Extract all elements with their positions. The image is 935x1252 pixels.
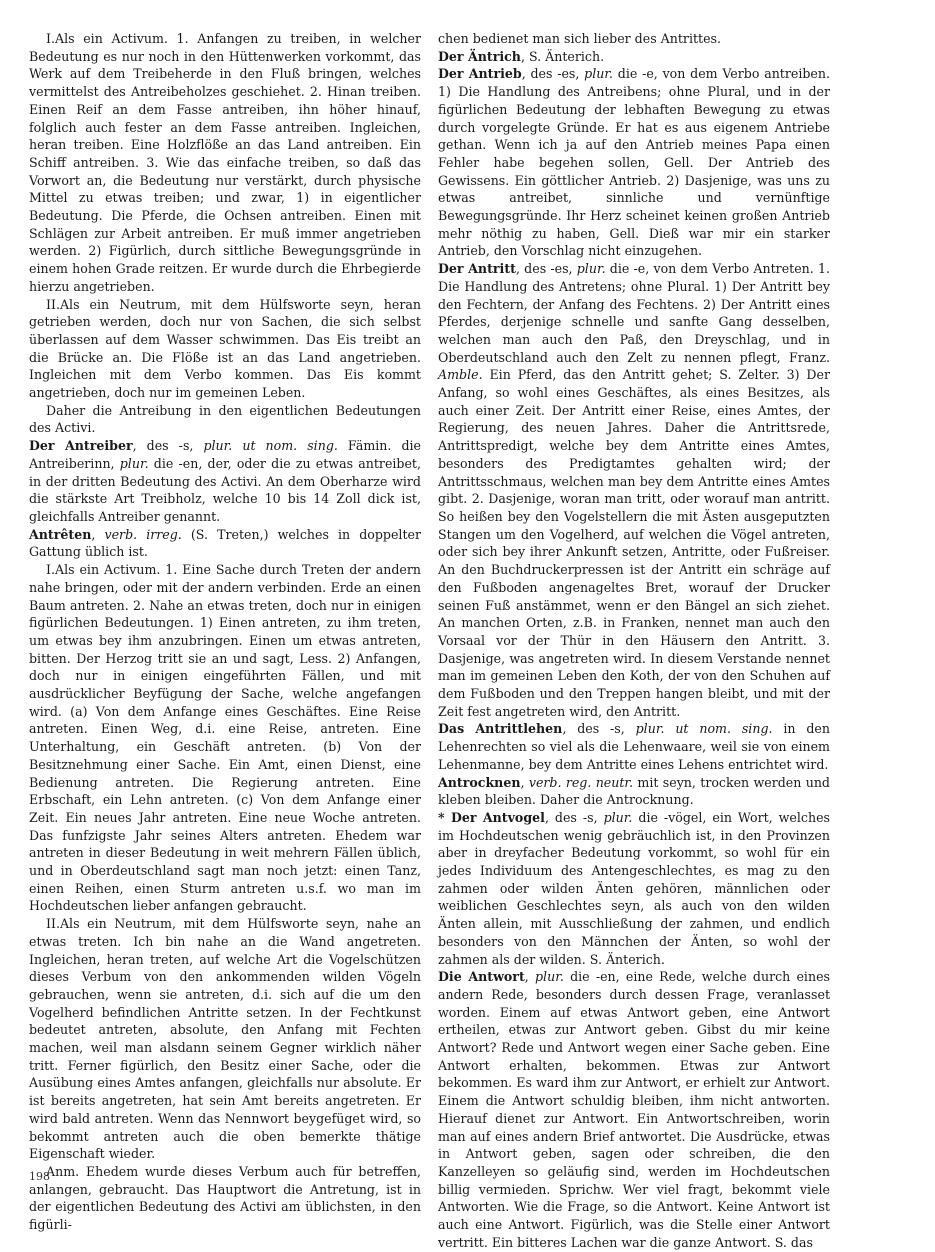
paragraph bbox=[29, 915, 421, 1163]
headword: * Der Antvogel bbox=[438, 809, 545, 825]
headword: Die Antwort bbox=[438, 969, 525, 985]
headword: Der Antritt bbox=[438, 261, 516, 277]
entry-text: , bbox=[524, 969, 535, 985]
grammar-note: plur. bbox=[576, 261, 606, 277]
dictionary-entry bbox=[438, 809, 830, 968]
grammar-note: plur. ut nom. sing. bbox=[635, 721, 773, 737]
headword: Antrêten bbox=[29, 526, 92, 542]
dictionary-entry bbox=[29, 437, 421, 526]
entry-text: , S. Änterich. bbox=[520, 48, 605, 64]
paragraph bbox=[29, 30, 421, 296]
entry-text: Anm. Ehedem wurde dieses Verbum auch für betreffen, anlangen, gebraucht. Das Hauptwort die Antretung, ist in der eigentlichen Bedeutung des Activi am üblichsten, in den figürli- bbox=[29, 1164, 421, 1233]
entry-text: II.Als ein Neutrum, mit dem Hülfsworte seyn, nahe an etwas treten. Ich bin nahe an die Wand angetreten. Ingleichen, heran treten, auf welche Art die Vogelschützen dieses Verbum von den ankommenden wilden Vögeln gebrauchen, wenn sie antreten, d.i. sich auf die um den Vogelherd befindlichen Antritte setzen. In der Fechtkunst bedeutet antreten, absolute, den Anfang mit Fechten machen, weil man alsdann seinem Gegner wirklich näher tritt. Ferner figürlich, den Besitz einer Sache, oder die Ausübung eines Amtes anfangen, gleichfalls nur absolute. Er ist bereits angetreten, hat sein Amt bereits angetreten. Er wird bald antreten. Wenn das Nennwort beygefüget wird, so bekommt antreten auch die oben bemerkte thätige Eigenschaft wieder. bbox=[29, 916, 421, 1162]
dictionary-entry bbox=[29, 526, 421, 561]
grammar-note: verb. irreg. bbox=[104, 526, 182, 542]
entry-text: I.Als ein Activum. 1. Anfangen zu treiben, in welcher Bedeutung es nur noch in den Hüttenwerken vorkommt, das Werk auf dem Treibeherde in den Fluß bringen, welches vermittelst des Antreibeholzes geschiehet. 2. Hinan treiben. Einen Reif an dem Fasse antreiben, ihn höher hinauf, folglich auch fester an dem Fasse antreiben. Ingleichen, heran treiben. Eine Holzflöße an das Land antreiben. Ein Schiff antreiben. 3. Wie das einfache treiben, so daß das Vorwort an, die Bedeutung nur verstärkt, durch physische Mittel zu etwas treiben; und zwar, 1) in eigentlicher Bedeutung. Die Pferde, die Ochsen antreiben. Einen mit Schlägen zur Arbeit antreiben. Er muß immer angetrieben werden. 2) Figürlich, durch sittliche Bewegungsgründe in einem hohen Grade reitzen. Er wurde durch die Ehrbegierde hierzu angetrieben. bbox=[29, 31, 421, 294]
grammar-note: verb. reg. neutr. bbox=[528, 774, 634, 790]
grammar-note: plur. ut nom. sing. bbox=[203, 438, 338, 454]
entry-text: in den Lehenrechten so viel als die Lehenwaare, weil sie von einem Lehenmanne, bey dem Antritte eines Lehens entrichtet wird. bbox=[438, 721, 830, 772]
entry-text: II.Als ein Neutrum, mit dem Hülfsworte seyn, heran getrieben werden, doch nur von Sachen, die sich selbst überlassen auf dem Wasser schwimmen. Das Eis treibt an die Brücke an. Die Flöße ist an das Land angetrieben. Ingleichen mit dem Verbo kommen. Das Eis kommt angetrieben, doch nur im gemeinen Leben. bbox=[29, 296, 421, 401]
entry-text: Fämin. die Antreiberinn, bbox=[29, 438, 421, 471]
paragraph bbox=[29, 561, 421, 915]
page-number: 198 bbox=[29, 1170, 50, 1183]
entry-text: Ein Pferd, das den Antritt gehet; S. Zelter. 3) Der Anfang, so wohl eines Geschäftes, als eines Besitzes, als auch einer Zeit. Der Antritt einer Reise, eines Amtes, der Regierung, des neuen Jahres. Daher die Antrittsrede, Antrittspredigt, welche bey dem Antritte eines Amtes, besonders des Predigtamtes gehalten wird; der Antrittsschmaus, welchen man bey dem Antritte eines Amtes gibt. 2. Dasjenige, woran man tritt, oder worauf man antritt. So heißen bey den Vogelstellern die mit Ästen ausgeputzten Stangen um den Vogelherd, auf welchen die Vögel antreten, oder sich bey ihrer Ankunft setzen, Antritte, oder Fußreiser. An den Buchdruckerpressen ist der Antritt ein schräge auf den Fußboden angenageltes Bret, worauf der Drucker seinen Fuß anstämmet, wenn er den Bängel an sich ziehet. An manchen Orten, z.B. in Franken, nennet man auch den Vorsaal vor der Thür in den Häusern den Antritt. 3. Dasjenige, was angetreten wird. In diesem Verstande nennet man im gemeinen Leben den Koth, der von den Schuhen auf dem Fußboden und den Treppen hangen bleibt, und mit der Zeit fest angetreten wird, den Antritt. bbox=[438, 367, 830, 719]
grammar-note: plur. bbox=[603, 809, 633, 825]
entry-text: die -e, von dem Verbo Antreten. 1. Die Handlung des Antretens; ohne Plural. 1) Der Antritt bey den Fechtern, der Anfang des Fechtens. 2) Der Antritt eines Pferdes, derjenige schnelle und sanfte Gang desselben, welchen man auch den Paß, den Dreyschlag, und in Oberdeutschland auch den Zelt zu nennen pflegt, Franz. bbox=[438, 261, 830, 365]
dictionary-entry bbox=[438, 720, 830, 773]
entry-text: , des -s, bbox=[544, 809, 604, 825]
entry-text: chen bedienet man sich lieber des Antrittes. bbox=[438, 31, 722, 46]
entry-text: Daher die Antreibung in den eigentlichen Bedeutungen des Activi. bbox=[29, 402, 421, 436]
grammar-note: plur. bbox=[535, 969, 564, 985]
headword: Antrocknen bbox=[438, 774, 521, 790]
left-column bbox=[29, 30, 421, 1234]
entry-text: mit seyn, trocken werden und kleben bleiben. Daher die Antrocknung. bbox=[438, 774, 830, 808]
entry-text: die -vögel, ein Wort, welches im Hochdeutschen wenig gebräuchlich ist, in den Provinzen aber in dreyfacher Bedeutung vorkommt, so wohl für ein jedes Individuum des Antengeschlechtes, es mag zu den zahmen oder wilden Änten gehören, männlichen oder weiblichen Geschlechtes seyn, als auch von den wilden Änten allein, mit Ausschließung der zahmen, und endlich besonders von den Männchen der Änten, so wohl der zahmen als der wilden. S. Änterich. bbox=[438, 809, 830, 967]
entry-text: die -en, der, oder die zu etwas antreibet, in der dritten Bedeutung des Activi. An dem Oberharze wird die stärkste Art Treibholz, welche 10 bis 14 Zoll dick ist, gleichfalls Antreiber genannt. bbox=[29, 455, 421, 524]
entry-text: die -en, eine Rede, welche durch eines andern Rede, besonders durch dessen Frage, veranlasset worden. Einem auf etwas Antwort geben, eine Antwort ertheilen, etwas zur Antwort geben. Gibst du mir keine Antwort? Rede und Antwort wegen einer Sache geben. Eine Antwort erhalten, bekommen. Etwas zur Antwort bekommen. Es ward ihm zur Antwort, er erhielt zur Antwort. Einem die Antwort schuldig bleiben, ihm nicht antworten. Hierauf dienet zur Antwort. Ein Antwortschreiben, worin man auf eines andern Brief antwortet. Die Ausdrücke, etwas in Antwort geben, sagen oder schreiben, die den Kanzelleyen so geläufig sind, werden im Hochdeutschen billig vermieden. Sprichw. Wer viel fragt, bekommt viele Antworten. Wie die Frage, so die Antwort. Keine Antwort ist auch eine Antwort. Figürlich, was die Stelle einer Antwort vertritt. Ein bitteres Lachen war die ganze Antwort. S. das bbox=[438, 969, 830, 1250]
headword: Das Antrittlehen bbox=[438, 721, 563, 737]
paragraph bbox=[29, 1163, 421, 1234]
dictionary-entry bbox=[438, 774, 830, 809]
entry-text: , des -es, bbox=[521, 66, 585, 82]
headword: Der Antreiber bbox=[29, 438, 133, 454]
entry-text: , bbox=[91, 526, 105, 542]
dictionary-entry bbox=[438, 968, 830, 1251]
entry-text: die -e, von dem Verbo antreiben. 1) Die Handlung des Antreibens; ohne Plural, und in der figürlichen Bedeutung der lebhaften Bewegung zu etwas durch vorgelegte Gründe. Er hat es aus eigenem Antriebe gethan. Wenn ich ja auf den Antrieb meines Papa einen Fehler habe begehen sollen, Gell. Der Antrieb des Gewissens. Ein göttlicher Antrieb. 2) Dasjenige, was uns zu etwas antreibet, sinnliche und vernünftige Bewegungsgründe. Ihr Herz scheinet keinen großen Antrieb mehr nöthig zu haben, Gell. Dieß war mir ein starker Antrieb, den Vorschlag nicht einzugehen. bbox=[438, 66, 831, 259]
dictionary-entry bbox=[438, 48, 830, 66]
entry-text: I.Als ein Activum. 1. Eine Sache durch Treten der andern nahe bringen, oder mit der andern verbinden. Erde an einen Baum antreten. 2. Nahe an etwas treten, doch nur in einigen figürlichen Bedeutungen. 1) Einen antreten, zu ihm treten, um etwas bey ihm anzubringen. Einen um etwas antreten, bitten. Der Herzog tritt sie an und sagt, Less. 2) Anfangen, doch nur in einigen eingeführten Fällen, und mit ausdrücklicher Beyfügung der Sache, welche angefangen wird. (a) Von dem Anfange eines Geschäftes. Eine Reise antreten. Einen Weg, d.i. eine Reise, antreten. Eine Unterhaltung, ein Geschäft antreten. (b) Von der Besitznehmung einer Sache. Ein Amt, einen Dienst, eine Bedienung antreten. Die Regierung antreten. Eine Erbschaft, ein Lehn antreten. (c) Von dem Anfange einer Zeit. Ein neues Jahr antreten. Eine neue Woche antreten. Das funfzigste Jahr seines Alters antreten. Ehedem war antreten in dieser Bedeutung in weit mehrern Fällen üblich, und in Oberdeutschland sagt man noch jetzt: einen Tanz, einen Reihen, einen Sturm antreten u.s.f. wo man im Hochdeutschen lieber anfangen gebraucht. bbox=[29, 562, 421, 914]
paragraph bbox=[29, 296, 421, 402]
dictionary-entry bbox=[438, 260, 830, 720]
entry-text: (S. Treten,) welches in doppelter Gattung üblich ist. bbox=[29, 526, 421, 560]
paragraph bbox=[29, 402, 421, 437]
grammar-note: plur. bbox=[584, 66, 614, 82]
headword: Der Äntrich bbox=[438, 48, 521, 64]
grammar-note: Amble. bbox=[438, 367, 483, 383]
dictionary-entry bbox=[438, 65, 830, 260]
headword: Der Antrieb bbox=[438, 66, 522, 82]
entry-text: , bbox=[520, 774, 529, 790]
entry-text: , des -s, bbox=[132, 438, 204, 454]
dictionary-entry bbox=[438, 30, 830, 48]
entry-text: , des -s, bbox=[562, 721, 636, 737]
right-column bbox=[438, 30, 830, 1252]
grammar-note: plur. bbox=[119, 455, 149, 471]
entry-text: , des -es, bbox=[515, 261, 577, 277]
